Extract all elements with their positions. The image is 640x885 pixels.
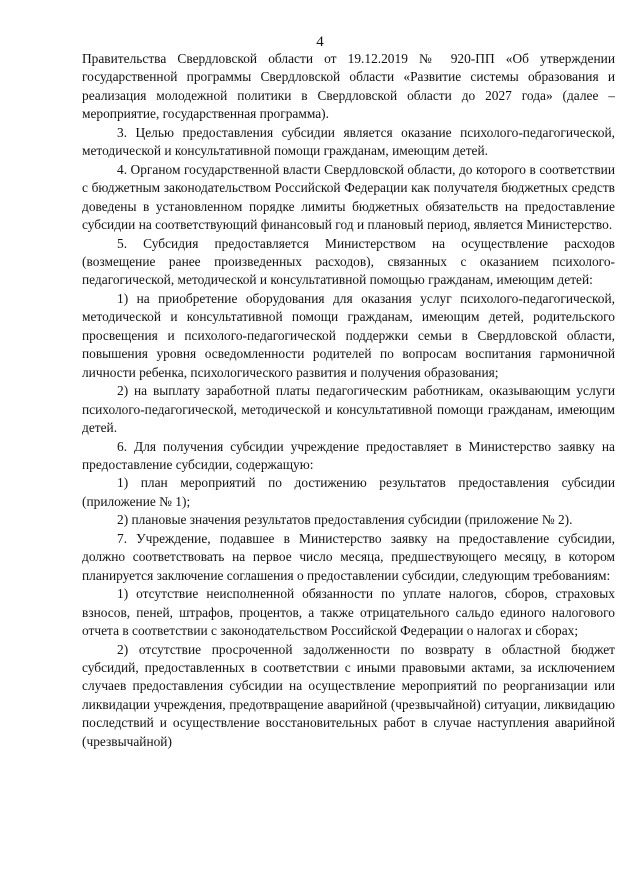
paragraph-continuation: Правительства Свердловской области от 19.12.2019 № 920-ПП «Об утверждении государственной программы Свердловской области «Развитие системы образования и реализация молодежной политики в Свердловской области до 2027 года» (далее – мероприятие, государственная программа).: [82, 51, 615, 122]
paragraph-item-5-sub-1: 1) на приобретение оборудования для оказания услуг психолого-педагогической, методической и консультативной помощи гражданам, имеющим детей, родительского просвещения и психолого-педагогической поддержки семьи в Свердловской области, повышения уровня осведомленности родителей по вопросам воспитания гармоничной личности ребенка, психологического развития и получения образования;: [82, 290, 615, 380]
paragraph-item-7-sub-2: 2) отсутствие просроченной задолженности по возврату в областной бюджет субсидий, предоставленных в соответствии с иными правовыми актами, за исключением случаев предоставления субсидии на осуществление мероприятий по реорганизации или ликвидации учреждения, предотвращение аварийной (чрезвычайной) ситуации, ликвидацию последствий и осуществление восстановительных работ в случае наступления аварийной (чрезвычайной): [82, 641, 615, 749]
paragraph-item-5: 5. Субсидия предоставляется Министерством на осуществление расходов (возмещение ранее произведенных расходов), связанных с оказанием психолого-педагогической, методической и консультативной помощью гражданам, имеющим детей:: [82, 235, 615, 288]
paragraph-item-5-sub-2: 2) на выплату заработной платы педагогическим работникам, оказывающим услуги психолого-педагогической, методической и консультативной помощи гражданам, имеющим детей.: [82, 383, 615, 436]
paragraph-item-6: 6. Для получения субсидии учреждение предоставляет в Министерство заявку на предоставление субсидии, содержащую:: [82, 438, 615, 472]
page-number: 4: [316, 34, 324, 50]
paragraph-item-4: 4. Органом государственной власти Свердловской области, до которого в соответствии с бюджетным законодательством Российской Федерации как получателя бюджетных средств доведены в установленном порядке лимиты бюджетных обязательств на предоставление субсидии на соответствующий финансовый год и плановый период, является Министерство.: [82, 161, 615, 233]
paragraph-item-7: 7. Учреждение, подавшее в Министерство заявку на предоставление субсидии, должно соответствовать на первое число месяца, предшествующего месяцу, в котором планируется заключение соглашения о предоставлении субсидии, следующим требованиям:: [82, 530, 615, 583]
paragraph-item-6-sub-1: 1) план мероприятий по достижению результатов предоставления субсидии (приложение № 1);: [82, 475, 615, 509]
paragraph-item-3: 3. Целью предоставления субсидии является оказание психолого-педагогической, методической и консультативной помощи гражданам, имеющим детей.: [82, 124, 615, 159]
document-body: [82, 50, 615, 751]
paragraph-item-7-sub-1: 1) отсутствие неисполненной обязанности по уплате налогов, сборов, страховых взносов, пеней, штрафов, процентов, а также отрицательного сальдо единого налогового отчета в соответствии с законодательством Российской Федерации о налогах и сборах;: [82, 586, 615, 639]
paragraph-item-6-sub-2: 2) плановые значения результатов предоставления субсидии (приложение № 2).: [117, 512, 573, 528]
